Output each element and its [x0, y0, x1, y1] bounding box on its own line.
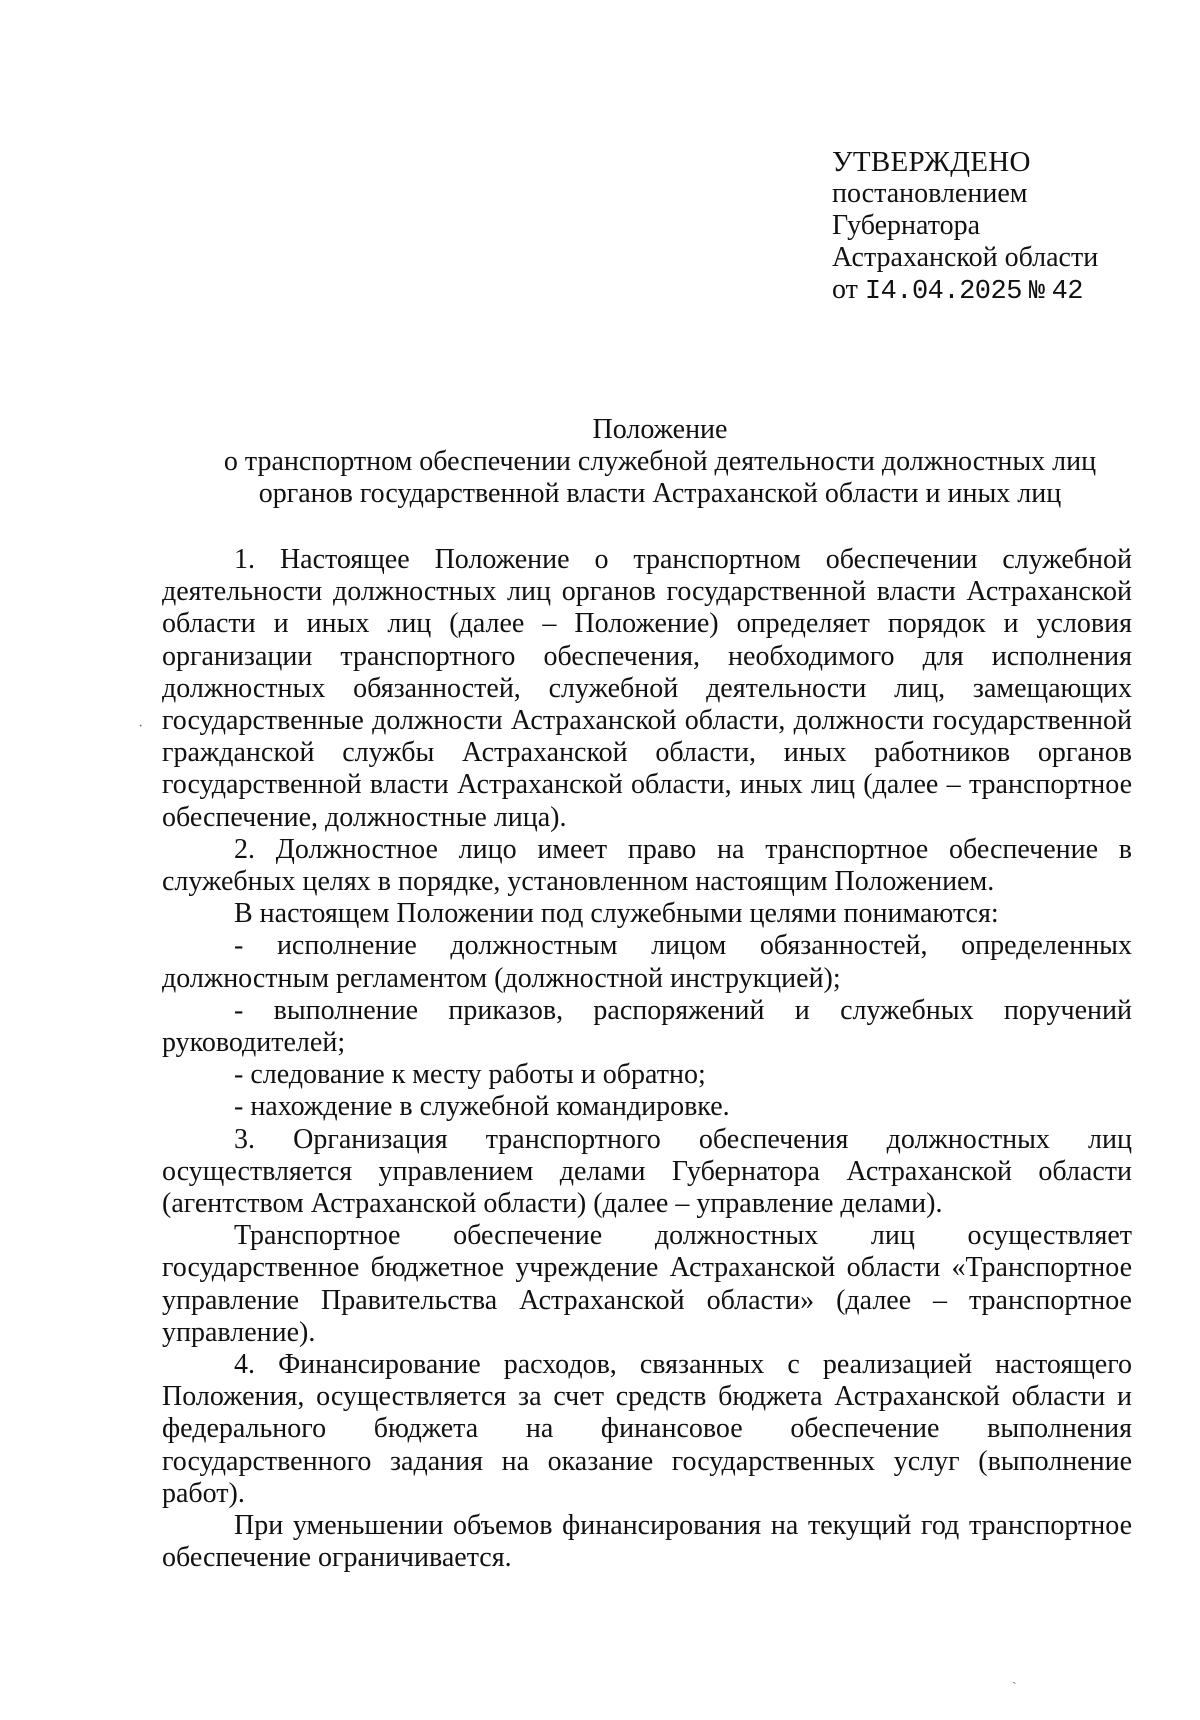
approval-date-line [832, 274, 1162, 308]
document-heading [160, 414, 1160, 510]
scan-speck: · [138, 718, 144, 735]
list-item-business-trip: - нахождение в служебной командировке. [234, 1091, 730, 1123]
approval-number-sign: № [1028, 277, 1045, 307]
paragraph-1: 1. Настоящее Положение о транспортном обеспечении служебной деятельности должностных лиц органов государственной власти Астраханской области и иных лиц (далее – Положение) определяет порядок и условия организации транспортного обеспечения, необходимого для исполнения должностных обязанностей, служебной деятельности лиц, замещающих государственные должности Астраханской области, должности государственной гражданской службы Астраханской области, иных работников органов государственной власти Астраханской области, иных лиц (далее – транспортное обеспечение, должностные лица). [162, 544, 1132, 833]
approval-date-prefix: от [832, 274, 858, 305]
paragraph-3: 3. Организация транспортного обеспечения должностных лиц осуществляется управлением делами Губернатора Астраханской области (агентством Астраханской области) (далее – управление делами). [162, 1123, 1132, 1220]
approval-stamp: УТВЕРЖДЕНО [832, 146, 1031, 178]
approval-date: I4.04.2025 [864, 277, 1022, 307]
approval-line-region: Астраханской области [832, 242, 1099, 273]
approval-line-governor: Губернатора [832, 210, 981, 241]
approval-block [832, 146, 1162, 308]
scan-speck-bottom: ˎ [1012, 1670, 1017, 1685]
document-body [162, 544, 1132, 1575]
paragraph-3-transport: Транспортное обеспечение должностных лиц осуществляет государственное бюджетное учреждение Астраханской области «Транспортное управление Правительства Астраханской области» (далее – транспортное управление). [162, 1220, 1132, 1348]
paragraph-4: 4. Финансирование расходов, связанных с реализацией настоящего Положения, осуществляется за счет средств бюджета Астраханской области и федерального бюджета на финансовое обеспечение выполнения государственного задания на оказание государственных услуг (выполнение работ). [162, 1349, 1132, 1509]
document-subtitle-line-2: органов государственной власти Астраханской области и иных лиц [258, 478, 1062, 509]
paragraph-4-reduction: При уменьшении объемов финансирования на текущий год транспортное обеспечение ограничивается. [162, 1510, 1132, 1574]
document-subtitle-line-1: о транспортном обеспечении служебной деятельности должностных лиц [223, 446, 1097, 477]
paragraph-purposes-intro: В настоящем Положении под служебными целями понимаются: [234, 898, 999, 930]
list-item-orders: - выполнение приказов, распоряжений и служебных поручений руководителей; [162, 994, 1132, 1059]
list-item-commute: - следование к месту работы и обратно; [234, 1059, 706, 1091]
document-title: Положение [592, 414, 728, 445]
paragraph-2: 2. Должностное лицо имеет право на транспортное обеспечение в служебных целях в порядке, установленном настоящим Положением. [162, 833, 1132, 898]
approval-line-decree: постановлением [832, 178, 1028, 209]
approval-number: 42 [1051, 277, 1084, 307]
list-item-duties: - исполнение должностным лицом обязанностей, определенных должностным регламентом (должностной инструкцией); [162, 930, 1132, 994]
